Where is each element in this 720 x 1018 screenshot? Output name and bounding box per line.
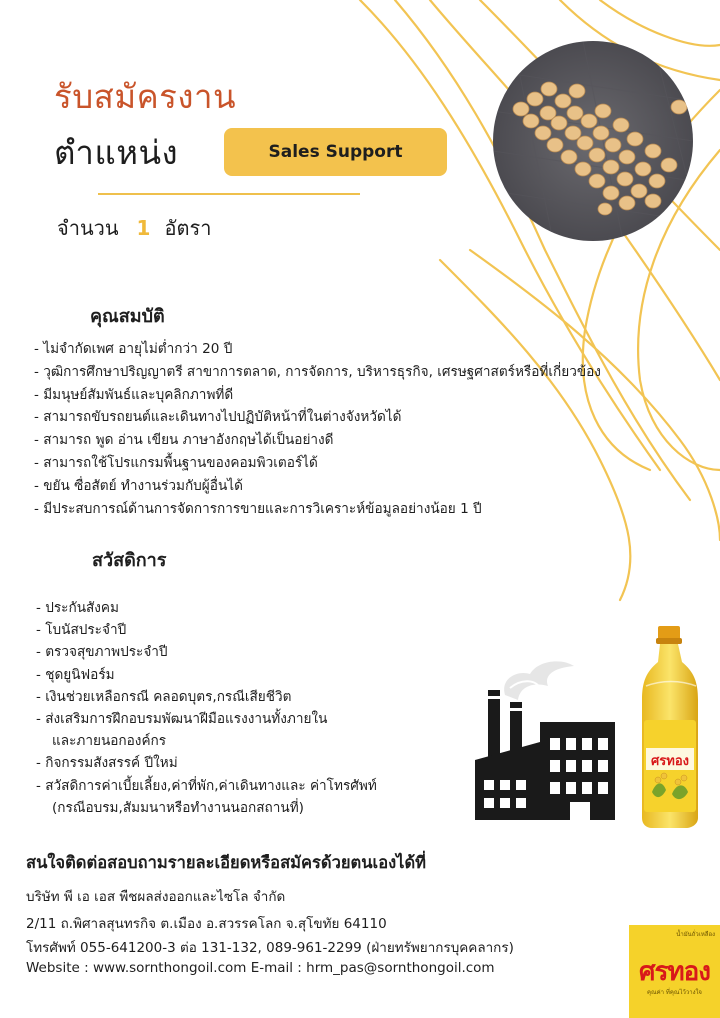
- soybean-photo: [493, 41, 693, 241]
- qualifications-list: [34, 338, 601, 520]
- factory-icon: [470, 630, 620, 830]
- header-divider: [98, 193, 360, 195]
- list-item: - ไม่จำกัดเพศ อายุไม่ต่ำกว่า 20 ปี: [34, 341, 233, 357]
- list-item: - กิจกรรมสังสรรค์ ปีใหม่: [36, 755, 178, 772]
- list-item: - สามารถขับรถยนต์และเดินทางไปปฏิบัติหน้าที่ในต่างจังหวัดได้: [34, 409, 402, 426]
- brand-name: ศรทอง: [639, 957, 710, 987]
- oil-bottle-image: [632, 622, 712, 830]
- list-item: - มีประสบการณ์ด้านการจัดการการขายและการวิเคราะห์ข้อมูลอย่างน้อย 1 ปี: [34, 500, 482, 517]
- list-item: - ประกันสังคม: [36, 600, 119, 616]
- welfare-heading: สวัสดิการ: [92, 550, 167, 571]
- brand-tagline: น้ำมันถั่วเหลือง: [676, 931, 715, 938]
- list-item: - ชุดยูนิฟอร์ม: [36, 666, 115, 683]
- list-item: - สามารถ พูด อ่าน เขียน ภาษาอังกฤษได้เป็นอย่างดี: [34, 432, 334, 449]
- list-item: และภายนอกองค์กร: [52, 733, 167, 750]
- list-item: - เงินช่วยเหลือกรณี คลอดบุตร,กรณีเสียชีวิต: [36, 688, 292, 705]
- list-item: - มีมนุษย์สัมพันธ์และบุคลิกภาพที่ดี: [34, 386, 234, 403]
- list-item: - สวัสดิการค่าเบี้ยเลี้ยง,ค่าที่พัก,ค่าเดินทางและ ค่าโทรศัพท์: [36, 777, 377, 794]
- qualifications-heading: คุณสมบัติ: [90, 306, 165, 327]
- list-item: - สามารถใช้โปรแกรมพื้นฐานของคอมพิวเตอร์ได้: [34, 454, 318, 471]
- company-address: 2/11 ถ.พิศาลสุนทรกิจ ต.เมือง อ.สวรรคโลก จ.สุโขทัย 64110: [26, 916, 387, 932]
- brand-logo: [629, 925, 720, 1018]
- heading-recruiting: รับสมัครงาน: [54, 77, 237, 116]
- position-name: Sales Support: [268, 142, 403, 162]
- heading-position: ตำแหน่ง: [54, 133, 179, 172]
- opening-count: [57, 212, 211, 244]
- count-value: 1: [136, 216, 151, 240]
- count-unit: อัตรา: [164, 216, 212, 240]
- company-name: บริษัท พี เอ เอส พืชผลส่งออกและไซโล จำกัด: [26, 889, 286, 905]
- count-label: จำนวน: [57, 216, 119, 240]
- bottle-label: ศรทอง: [651, 754, 689, 769]
- contact-cta: สนใจติดต่อสอบถามรายละเอียดหรือสมัครด้วยตนเองได้ที่: [26, 853, 427, 872]
- list-item: - วุฒิการศึกษาปริญญาตรี สาขาการตลาด, การจัดการ, บริหารธุรกิจ, เศรษฐศาสตร์หรือที่เกี่ยวข้อง: [34, 363, 601, 380]
- list-item: - ตรวจสุขภาพประจำปี: [36, 644, 168, 661]
- list-item: - ส่งเสริมการฝึกอบรมพัฒนาฝีมือแรงงานทั้งภายใน: [36, 710, 328, 727]
- welfare-list: [36, 597, 377, 819]
- brand-slogan: คุณค่า ที่คุณไว้วางใจ: [647, 989, 702, 996]
- list-item: - ขยัน ซื่อสัตย์ ทำงานร่วมกับผู้อื่นได้: [34, 477, 243, 494]
- phone-info: โทรศัพท์ 055-641200-3 ต่อ 131-132, 089-961-2299 (ฝ่ายทรัพยากรบุคคลากร): [26, 940, 514, 956]
- list-item: (กรณีอบรม,สัมมนาหรือทำงานนอกสถานที่): [52, 799, 304, 816]
- position-badge: [224, 128, 447, 176]
- website-email: Website : www.sornthongoil.com E-mail : hrm_pas@sornthongoil.com: [26, 960, 495, 976]
- list-item: - โบนัสประจำปี: [36, 622, 127, 639]
